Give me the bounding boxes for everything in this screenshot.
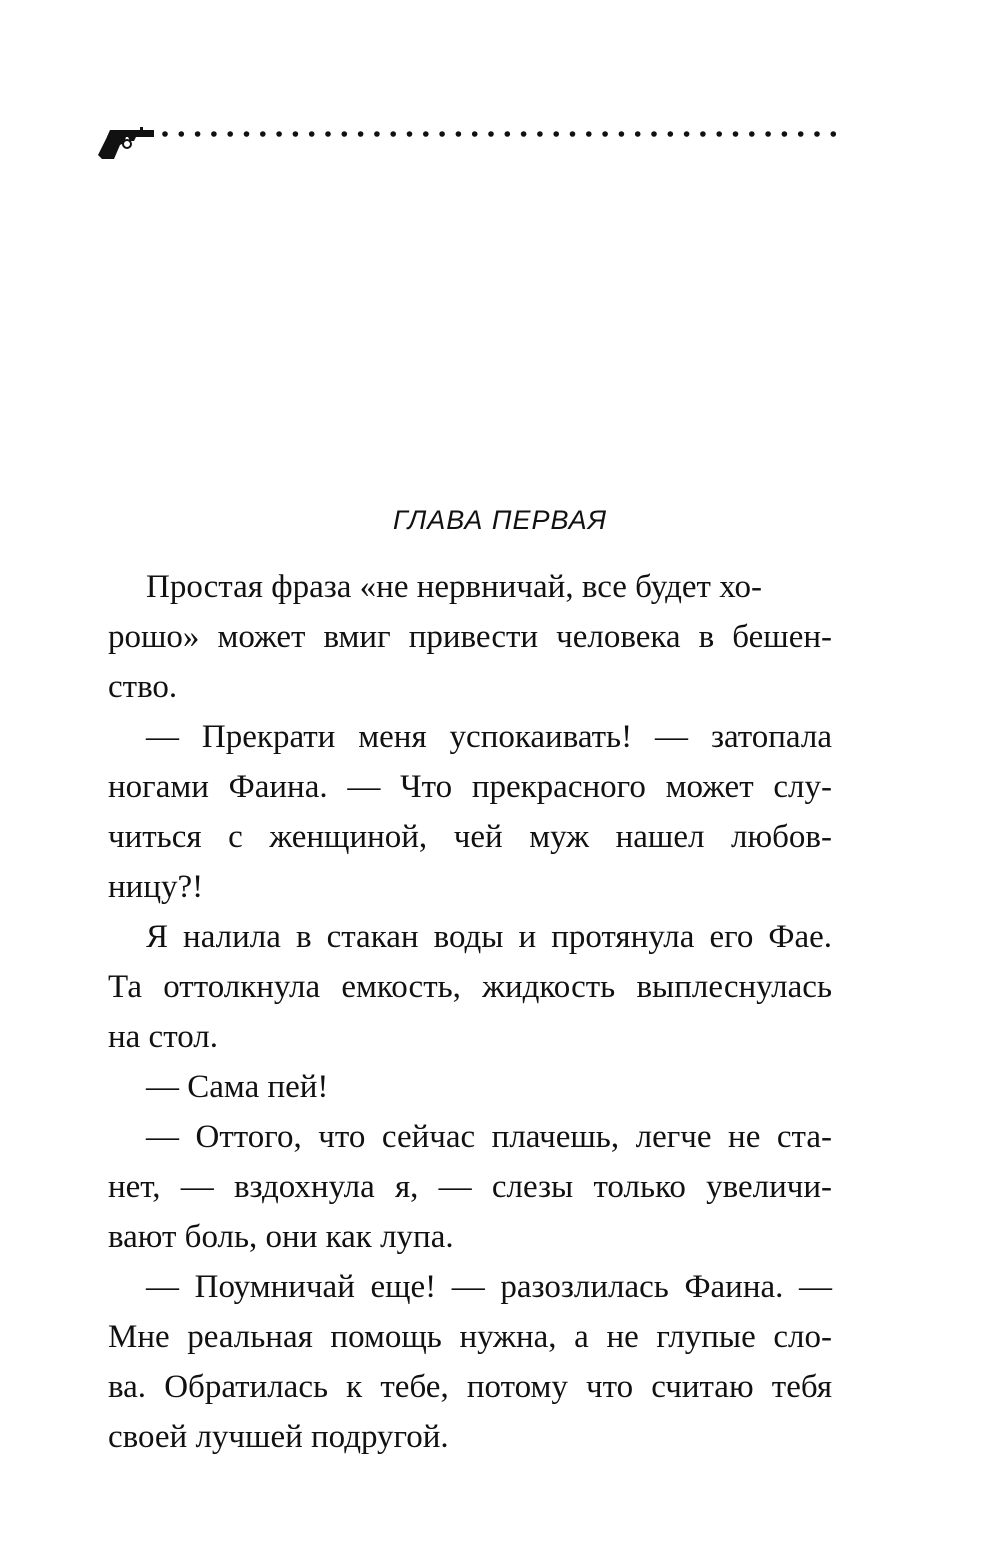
rule-dot xyxy=(342,131,348,137)
text-line: Мне реальная помощь нужна, а не глупые сло- xyxy=(108,1319,832,1355)
text-line: читься с женщиной, чей муж нашел любов- xyxy=(108,819,832,855)
text-line: ницу?! xyxy=(108,869,204,905)
rule-dot xyxy=(276,131,282,137)
rule-dot xyxy=(619,131,625,137)
rule-dot xyxy=(537,131,543,137)
rule-dot xyxy=(456,131,462,137)
rule-dot xyxy=(765,131,771,137)
dotted-rule xyxy=(162,130,836,138)
rule-dot xyxy=(570,131,576,137)
rule-dot xyxy=(814,131,820,137)
rule-dot xyxy=(423,131,429,137)
text-line: — Поумничай еще! — разозлилась Фаина. — xyxy=(146,1269,832,1305)
text-line: — Прекрати меня успокаивать! — затопала xyxy=(146,719,832,755)
text-line: своей лучшей подругой. xyxy=(108,1419,449,1455)
text-line: рошо» может вмиг привести человека в бешен- xyxy=(108,619,832,655)
rule-dot xyxy=(553,131,559,137)
rule-dot xyxy=(211,131,217,137)
rule-dot xyxy=(602,131,608,137)
rule-dot xyxy=(407,131,413,137)
revolver-icon xyxy=(96,124,156,164)
text-line: ногами Фаина. — Что прекрасного может слу- xyxy=(108,769,832,805)
rule-dot xyxy=(700,131,706,137)
rule-dot xyxy=(358,131,364,137)
text-line: вают боль, они как лупа. xyxy=(108,1219,454,1255)
rule-dot xyxy=(390,131,396,137)
rule-dot xyxy=(227,131,233,137)
rule-dot xyxy=(260,131,266,137)
rule-dot xyxy=(668,131,674,137)
rule-dot xyxy=(798,131,804,137)
rule-dot xyxy=(244,131,250,137)
rule-dot xyxy=(472,131,478,137)
text-line: Та оттолкнула емкость, жидкость выплеснулась xyxy=(108,969,832,1005)
text-line: ва. Обратилась к тебе, потому что считаю тебя xyxy=(108,1369,832,1405)
text-line: нет, — вздохнула я, — слезы только увеличи- xyxy=(108,1169,832,1205)
rule-dot xyxy=(325,131,331,137)
text-line: ство. xyxy=(108,669,178,705)
rule-dot xyxy=(488,131,494,137)
rule-dot xyxy=(309,131,315,137)
rule-dot xyxy=(733,131,739,137)
text-line: — Оттого, что сейчас плачешь, легче не ста- xyxy=(146,1119,832,1155)
rule-dot xyxy=(684,131,690,137)
rule-dot xyxy=(716,131,722,137)
rule-dot xyxy=(505,131,511,137)
rule-dot xyxy=(831,131,837,137)
rule-dot xyxy=(635,131,641,137)
rule-dot xyxy=(521,131,527,137)
rule-dot xyxy=(293,131,299,137)
text-line: — Сама пей! xyxy=(146,1069,329,1105)
rule-dot xyxy=(586,131,592,137)
text-line: на стол. xyxy=(108,1019,218,1055)
rule-dot xyxy=(162,131,168,137)
rule-dot xyxy=(782,131,788,137)
rule-dot xyxy=(749,131,755,137)
rule-dot xyxy=(179,131,185,137)
rule-dot xyxy=(651,131,657,137)
text-body xyxy=(108,562,832,1462)
text-line: Простая фраза «не нервничай, все будет хо- xyxy=(146,569,762,605)
text-line: Я налила в стакан воды и протянула его Фае. xyxy=(146,919,832,955)
rule-dot xyxy=(195,131,201,137)
header-ornament xyxy=(96,118,836,168)
rule-dot xyxy=(374,131,380,137)
rule-dot xyxy=(439,131,445,137)
chapter-title: ГЛАВА ПЕРВАЯ xyxy=(392,505,608,535)
